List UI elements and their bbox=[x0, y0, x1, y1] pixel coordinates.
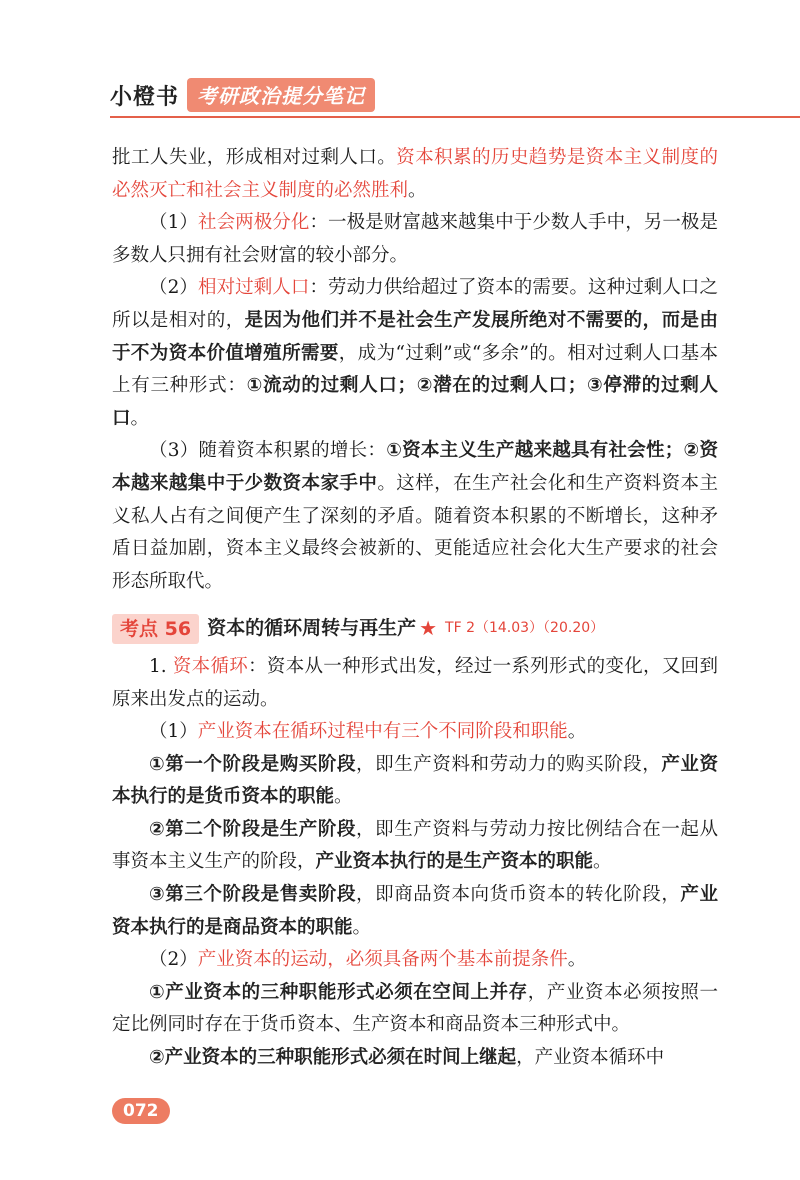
paragraph-capital-circulation: 1. 资本循环：资本从一种形式出发，经过一系列形式的变化，又回到原来出发点的运动。 bbox=[112, 655, 718, 710]
paragraph-polarization: （1）社会两极分化：一极是财富越来越集中于少数人手中，另一极是多数人只拥有社会财富的较小部分。 bbox=[112, 212, 718, 266]
brand-title: 小橙书 bbox=[110, 84, 180, 110]
paragraph-stage-3: ③第三个阶段是售卖阶段，即商品资本向货币资本的转化阶段，产业资本执行的是商品资本的职能。 bbox=[112, 884, 718, 938]
bold-text: ③第三个阶段是售卖阶段 bbox=[149, 884, 357, 906]
exam-point-badge: 考点 56 bbox=[112, 614, 199, 644]
page-content bbox=[112, 142, 718, 1075]
paragraph-accumulation: （3）随着资本积累的增长：①资本主义生产越来越具有社会性；②资本越来越集中于少数资本家手中。这样，在生产社会化和生产资料资本主义私人占有之间便产生了深刻的矛盾。随着资本积累的不断增长，这种矛盾日益加剧，资本主义最终会被新的、更能适应社会化大生产要求的社会形态所取代。 bbox=[112, 440, 718, 592]
term-highlight: 资本循环 bbox=[172, 655, 249, 677]
exam-point-heading bbox=[112, 612, 718, 645]
bold-text: 产业资本执行的是生产资本的职能 bbox=[315, 851, 594, 873]
star-icon: ★ bbox=[419, 616, 438, 641]
paragraph-preconditions: （2）产业资本的运动，必须具备两个基本前提条件。 bbox=[149, 949, 587, 971]
term-highlight: 产业资本的运动，必须具备两个基本前提条件 bbox=[197, 949, 568, 971]
bold-text: ①第一个阶段是购买阶段 bbox=[149, 753, 357, 775]
header-rule bbox=[110, 116, 800, 118]
bold-text: 产业资本执行的是商品资本的职能 bbox=[112, 884, 718, 938]
paragraph-temporal-succession: ②产业资本的三种职能形式必须在时间上继起，产业资本循环中 bbox=[149, 1047, 665, 1069]
page-number: 072 bbox=[112, 1098, 170, 1124]
exam-frequency: TF 2（14.03）（20.20） bbox=[445, 620, 605, 637]
bold-text: 是因为他们并不是社会生产发展所绝对不需要的，而是由于不为资本价值增殖所需要 bbox=[112, 309, 718, 364]
paragraph-spatial-coexistence: ①产业资本的三种职能形式必须在空间上并存，产业资本必须按照一定比例同时存在于货币资本、生产资本和商品资本三种形式中。 bbox=[112, 981, 718, 1036]
bold-text: ②产业资本的三种职能形式必须在时间上继起 bbox=[149, 1047, 517, 1069]
term-highlight: 社会两极分化 bbox=[198, 212, 310, 234]
paragraph-stage-1: ①第一个阶段是购买阶段，即生产资料和劳动力的购买阶段，产业资本执行的是货币资本的职能。 bbox=[112, 753, 718, 808]
exam-point-title: 资本的循环周转与再生产 bbox=[207, 617, 417, 640]
bold-text: ①资本主义生产越来越具有社会性；②资本越来越集中于少数资本家手中 bbox=[112, 440, 718, 494]
page-header bbox=[110, 78, 375, 112]
bold-text: 产业资本执行的是货币资本的职能 bbox=[112, 753, 718, 808]
highlight-text: 资本积累的历史趋势是资本主义制度的必然灭亡和社会主义制度的必然胜利 bbox=[112, 147, 718, 201]
paragraph-stage-2: ②第二个阶段是生产阶段，即生产资料与劳动力按比例结合在一起从事资本主义生产的阶段，产业资本执行的是生产资本的职能。 bbox=[112, 818, 718, 873]
term-highlight: 产业资本在循环过程中有三个不同阶段和职能 bbox=[197, 721, 568, 743]
paragraph-surplus-population: （2）相对过剩人口：劳动力供给超过了资本的需要。这种过剩人口之所以是相对的，是因为他们并不是社会生产发展所绝对不需要的，而是由于不为资本价值增殖所需要，成为“过剩”或“多余”的。相对过剩人口基本上有三种形式：①流动的过剩人口；②潜在的过剩人口；③停滞的过剩人口。 bbox=[112, 277, 718, 429]
term-highlight: 相对过剩人口 bbox=[198, 277, 310, 299]
paragraph-continued: 批工人失业，形成相对过剩人口。资本积累的历史趋势是资本主义制度的必然灭亡和社会主义制度的必然胜利。 bbox=[112, 147, 718, 201]
paragraph-three-stages: （1）产业资本在循环过程中有三个不同阶段和职能。 bbox=[149, 721, 587, 743]
book-subtitle-tag: 考研政治提分笔记 bbox=[187, 78, 375, 112]
bold-text: ①产业资本的三种职能形式必须在空间上并存 bbox=[149, 981, 528, 1003]
bold-text: ②第二个阶段是生产阶段 bbox=[149, 818, 357, 840]
bold-text: ①流动的过剩人口；②潜在的过剩人口；③停滞的过剩人口 bbox=[112, 375, 718, 429]
